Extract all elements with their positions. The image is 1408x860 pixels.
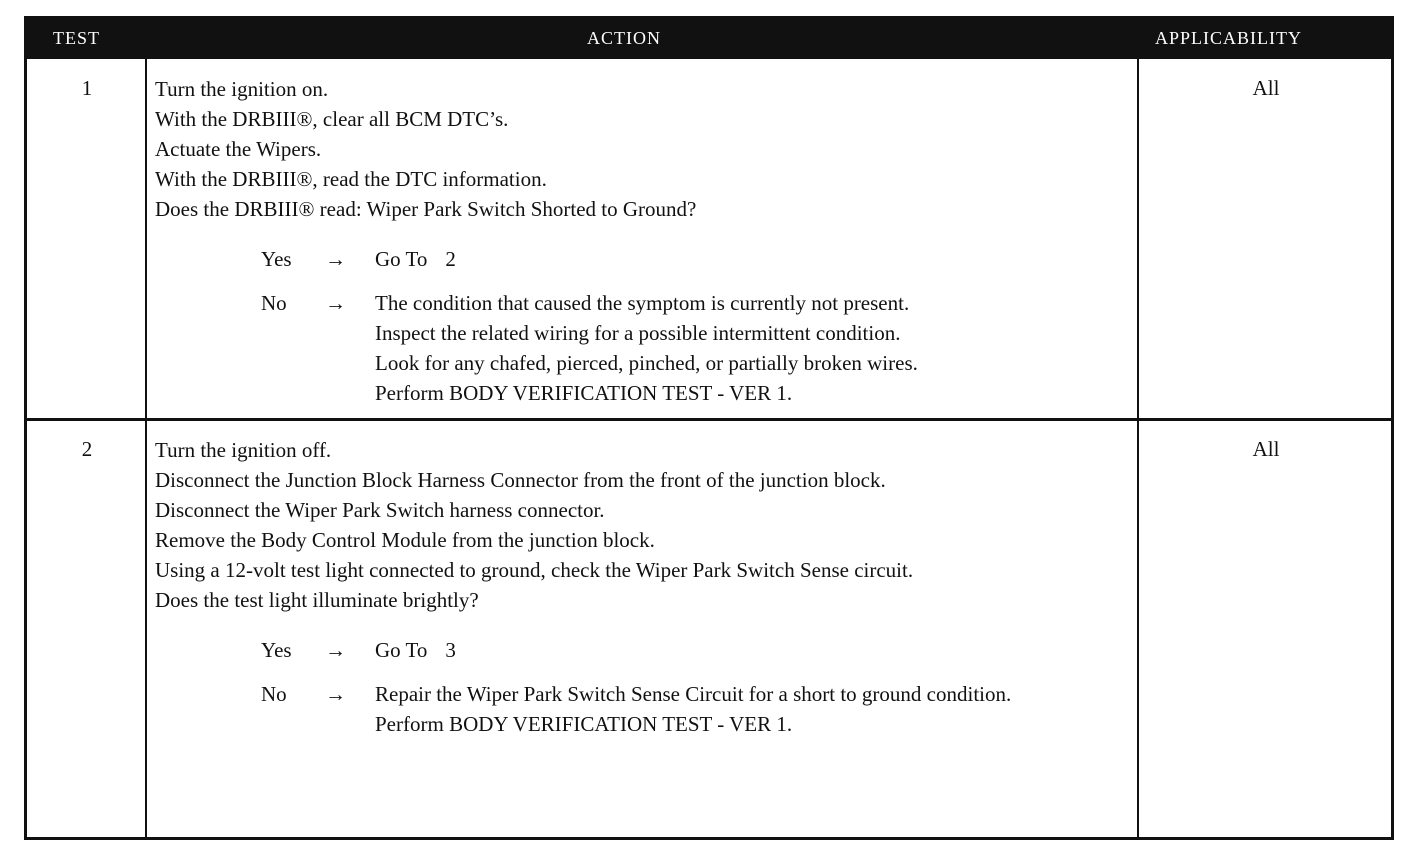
applicability-value: All — [1252, 437, 1280, 461]
yes-label: Yes — [261, 247, 292, 271]
arrow-icon: → — [325, 638, 346, 662]
arrow-icon: → — [325, 682, 346, 706]
no-label: No — [261, 291, 287, 315]
no-instructions — [375, 679, 1129, 739]
action-step: Does the DRBIII® read: Wiper Park Switch Shorted to Ground? — [155, 197, 697, 221]
action-step: Turn the ignition on. — [155, 77, 329, 101]
action-step: Turn the ignition off. — [155, 438, 332, 462]
no-response — [155, 288, 1129, 408]
test-number: 1 — [81, 76, 93, 100]
action-step: Remove the Body Control Module from the junction block. — [155, 528, 655, 552]
table-header — [27, 19, 1391, 59]
action-step: With the DRBIII®, clear all BCM DTC’s. — [155, 107, 509, 131]
action-step: Does the test light illuminate brightly? — [155, 588, 479, 612]
action-step: Disconnect the Wiper Park Switch harness connector. — [155, 498, 605, 522]
arrow-icon: → — [325, 291, 346, 315]
action-step: Actuate the Wipers. — [155, 137, 322, 161]
action-step: With the DRBIII®, read the DTC information. — [155, 167, 547, 191]
action-cell — [155, 74, 1129, 408]
action-step: Disconnect the Junction Block Harness Connector from the front of the junction block. — [155, 468, 886, 492]
no-instructions — [375, 288, 1129, 408]
test-number: 2 — [81, 437, 93, 461]
instruction-line: Perform BODY VERIFICATION TEST - VER 1. — [375, 712, 793, 736]
goto-target: 2 — [445, 247, 456, 271]
header-test: TEST — [53, 28, 100, 48]
column-divider — [1137, 19, 1139, 837]
no-label: No — [261, 682, 287, 706]
column-divider — [145, 19, 147, 837]
yes-response — [155, 635, 1129, 665]
header-applicability: APPLICABILITY — [1155, 28, 1302, 48]
goto-target: 3 — [445, 638, 456, 662]
diagnostic-test-table — [24, 16, 1394, 840]
yes-response — [155, 244, 1129, 274]
instruction-line: Repair the Wiper Park Switch Sense Circuit for a short to ground condition. — [375, 682, 1012, 706]
yes-label: Yes — [261, 638, 292, 662]
goto-text — [375, 635, 1129, 665]
goto-label: Go To — [375, 638, 428, 662]
instruction-line: The condition that caused the symptom is currently not present. — [375, 291, 910, 315]
instruction-line: Perform BODY VERIFICATION TEST - VER 1. — [375, 381, 793, 405]
no-response — [155, 679, 1129, 739]
instruction-line: Look for any chafed, pierced, pinched, or partially broken wires. — [375, 351, 918, 375]
header-action: ACTION — [587, 28, 661, 48]
goto-label: Go To — [375, 247, 428, 271]
applicability-value: All — [1252, 76, 1280, 100]
instruction-line: Inspect the related wiring for a possible intermittent condition. — [375, 321, 901, 345]
goto-text — [375, 244, 1129, 274]
action-cell — [155, 435, 1129, 739]
row-divider — [27, 418, 1391, 421]
action-step: Using a 12-volt test light connected to ground, check the Wiper Park Switch Sense circuit. — [155, 558, 914, 582]
arrow-icon: → — [325, 247, 346, 271]
